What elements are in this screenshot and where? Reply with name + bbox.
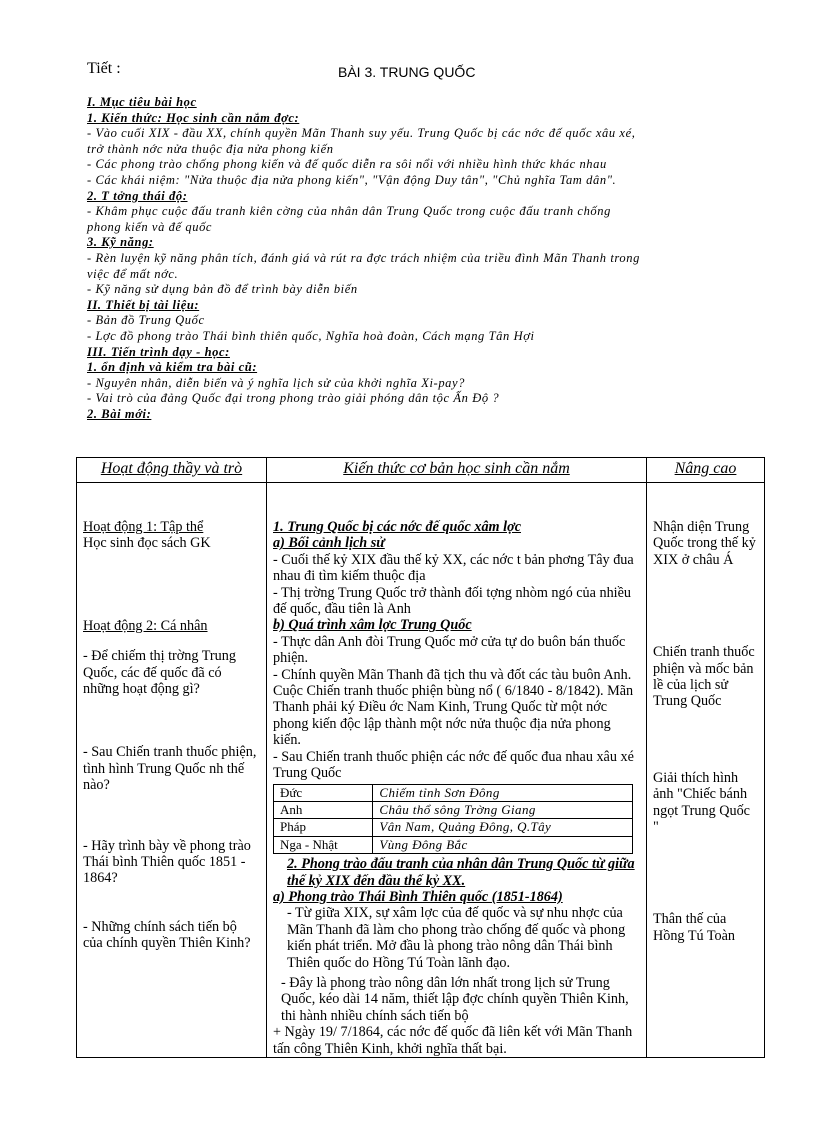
lesson-objectives bbox=[87, 95, 777, 422]
note-1: Nhận diện Trung Quốc trong thế kỷ XIX ở châu Á bbox=[653, 519, 756, 568]
objective-line: - Các khái niệm: "Nửa thuộc địa nửa phong kiến", "Vận động Duy tân", "Chủ nghĩa Tam dân". bbox=[87, 172, 617, 187]
activity-2-title: Hoạt động 2: Cá nhân bbox=[83, 617, 208, 634]
objective-line: - Khâm phục cuộc đấu tranh kiên cờng của nhân dân Trung Quốc trong cuộc đấu tranh chống bbox=[87, 204, 611, 219]
question-1: - Để chiếm thị trờng Trung Quốc, các đế quốc đã có những hoạt động gì? bbox=[83, 648, 236, 698]
para-3: - Thực dân Anh đòi Trung Quốc mở cửa tự do buôn bán thuốc phiện. bbox=[273, 633, 626, 667]
section-1b-title: b) Quá trình xâm lợc Trung Quốc bbox=[273, 617, 472, 634]
lesson-table bbox=[76, 457, 765, 1058]
para-2: - Thị trờng Trung Quốc trở thành đối tợng nhòm ngó của nhiều đế quốc, đầu tiên là Anh bbox=[273, 584, 631, 618]
objective-line: - Kỹ năng sử dụng bản đồ để trình bày diễn biến bbox=[87, 282, 358, 297]
page-title: BÀI 3. TRUNG QUỐC bbox=[338, 64, 476, 80]
section-2a-title: a) Phong trào Thái Bình Thiên quốc (1851-1864) bbox=[273, 888, 563, 905]
objective-line: phong kiến và đế quốc bbox=[87, 219, 213, 234]
para-4: - Chính quyền Mãn Thanh đã tịch thu và đốt các tàu buôn Anh. Cuộc Chiến tranh thuốc phiện bùng nổ ( 6/1840 - 8/1842). Mãn Thanh phải ký Điều ớc Nam Kinh, Trung Quốc từ một nớc phong kiến độc lập thành một nớc nửa thuộc địa nửa phong kiến. bbox=[273, 666, 634, 749]
objective-heading: 2. T tởng thái độ: bbox=[87, 188, 188, 203]
table-row: Nga - Nhật Vùng Đông Bắc bbox=[274, 836, 633, 853]
objective-heading: 2. Bài mới: bbox=[87, 406, 152, 421]
objective-heading: III. Tiến trình dạy - học: bbox=[87, 344, 230, 359]
knowledge-column bbox=[267, 483, 647, 1058]
para-5: - Sau Chiến tranh thuốc phiện các nớc đế quốc đua nhau xâu xé Trung Quốc bbox=[273, 748, 634, 782]
objective-line: - Nguyên nhân, diễn biến và ý nghĩa lịch sử của khởi nghĩa Xi-pay? bbox=[87, 375, 466, 390]
advanced-column bbox=[647, 483, 765, 1058]
objective-heading: 1. Kiến thức: Học sinh cần nắm đợc: bbox=[87, 110, 300, 125]
objective-line: trở thành nớc nửa thuộc địa nửa phong kiến bbox=[87, 141, 334, 156]
objective-heading: II. Thiết bị tài liệu: bbox=[87, 297, 200, 312]
objective-heading: 1. ổn định và kiểm tra bài cũ: bbox=[87, 360, 258, 375]
activities-column bbox=[77, 483, 267, 1058]
header-activities: Hoạt động thầy và trò bbox=[77, 458, 267, 483]
table-row: Anh Châu thổ sông Trờng Giang bbox=[274, 801, 633, 818]
objective-heading: 3. Kỹ năng: bbox=[87, 235, 154, 250]
objective-line: - Vào cuối XIX - đầu XX, chính quyền Mãn Thanh suy yếu. Trung Quốc bị các nớc đế quốc xâu xé, bbox=[87, 126, 636, 141]
para-7: - Đây là phong trào nông dân lớn nhất trong lịch sử Trung Quốc, kéo dài 14 năm, thiết lập đợc chính quyền Thiên Kinh, thi hành nhiều chính sách tiến bộ bbox=[281, 974, 629, 1024]
table-row: Pháp Vân Nam, Quảng Đông, Q.Tây bbox=[274, 819, 633, 836]
lesson-label: Tiết : bbox=[87, 60, 121, 77]
section-2-title: 2. Phong trào đấu tranh của nhân dân Trung Quốc từ giữa thế kỷ XIX đến đầu thế kỷ XX. bbox=[287, 856, 635, 889]
section-1a-title: a) Bối cảnh lịch sử bbox=[273, 535, 385, 552]
objective-line: - Bản đồ Trung Quốc bbox=[87, 313, 205, 328]
activity-1-title: Hoạt động 1: Tập thể bbox=[83, 519, 204, 535]
para-8: + Ngày 19/ 7/1864, các nớc đế quốc đã liên kết với Mãn Thanh tấn công Thiên Kinh, khởi nghĩa thất bại. bbox=[273, 1024, 633, 1057]
objective-line: - Vai trò của đảng Quốc đại trong phong trào giải phóng dân tộc Ấn Độ ? bbox=[87, 391, 500, 406]
question-4: - Những chính sách tiến bộ của chính quyền Thiên Kinh? bbox=[83, 918, 251, 952]
activity-1-text: Học sinh đọc sách GK bbox=[83, 535, 211, 552]
section-1-title: 1. Trung Quốc bị các nớc đế quốc xâm lợc bbox=[273, 519, 521, 535]
note-3: Giải thích hình ảnh "Chiếc bánh ngọt Trung Quốc " bbox=[653, 769, 750, 836]
objective-line: - Lợc đồ phong trào Thái bình thiên quốc, Nghĩa hoà đoàn, Cách mạng Tân Hợi bbox=[87, 328, 535, 343]
para-6: - Từ giữa XIX, sự xâm lợc của đế quốc và sự nhu nhợc của Mãn Thanh đã làm cho phong trào chống đế quốc và phong kiến phát triển. Mở đầu là phong trào nông dân Thái bình Thiên quốc do Hồng Tú Toàn lãnh đạo. bbox=[287, 905, 626, 971]
header-advanced: Nâng cao bbox=[647, 458, 765, 483]
occupation-table bbox=[273, 784, 633, 855]
note-4: Thân thế của Hồng Tú Toàn bbox=[653, 911, 736, 944]
header-knowledge: Kiến thức cơ bản học sinh cần nắm bbox=[267, 458, 647, 483]
objective-line: - Các phong trào chống phong kiến và đế quốc diễn ra sôi nổi với nhiều hình thức khác nhau bbox=[87, 157, 607, 172]
table-row: Đức Chiếm tỉnh Sơn Đông bbox=[274, 784, 633, 801]
objective-line: - Rèn luyện kỹ năng phân tích, đánh giá và rút ra đợc trách nhiệm của triều đình Mãn Thanh trong bbox=[87, 250, 640, 265]
objective-heading: I. Mục tiêu bài học bbox=[87, 95, 197, 109]
question-2: - Sau Chiến tranh thuốc phiện, tình hình Trung Quốc nh thế nào? bbox=[83, 744, 257, 794]
para-1: - Cuối thế kỷ XIX đầu thế kỷ XX, các nớc t bản phơng Tây đua nhau đi tìm kiếm thuộc địa bbox=[273, 551, 634, 585]
objective-line: việc để mất nớc. bbox=[87, 266, 179, 281]
question-3: - Hãy trình bày về phong trào Thái bình Thiên quốc 1851 - 1864? bbox=[83, 837, 251, 887]
note-2: Chiến tranh thuốc phiện và mốc bản lề của lịch sử Trung Quốc bbox=[653, 644, 755, 710]
